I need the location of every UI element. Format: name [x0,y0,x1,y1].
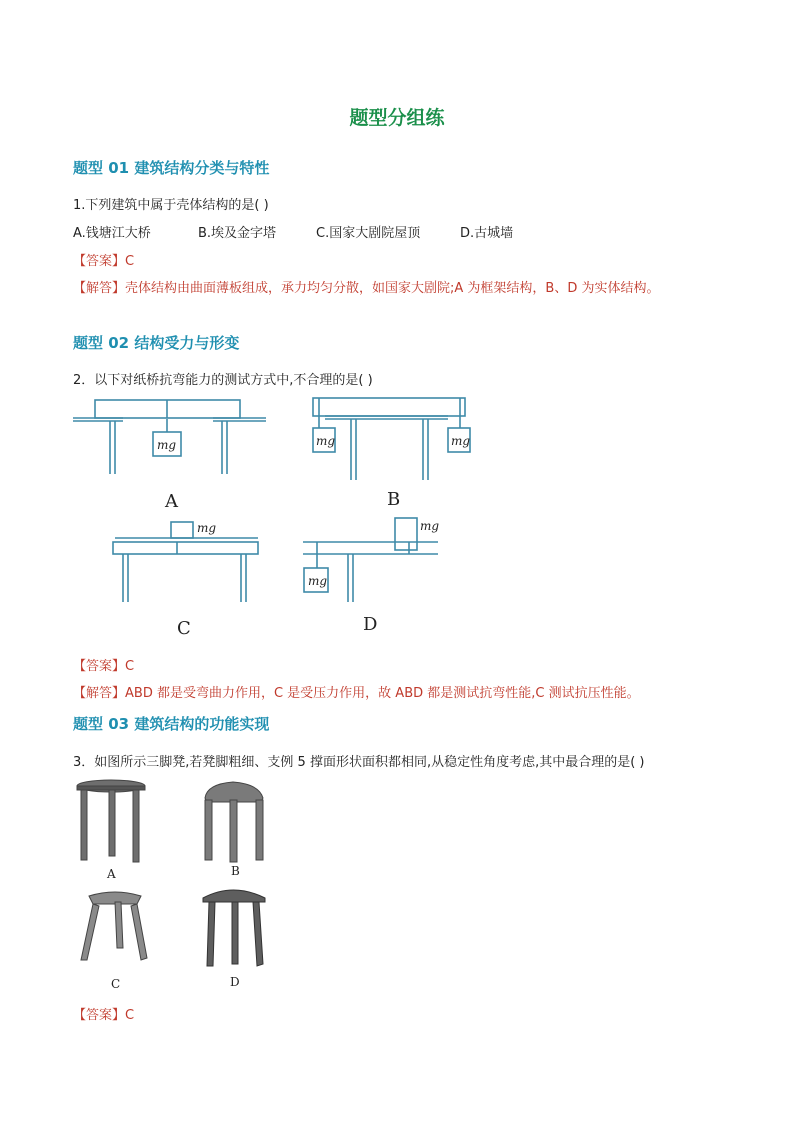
figure-c-weight-label: mg [197,521,217,535]
figure-d-setup [303,518,438,602]
figure-d-hanging-weight-label: mg [308,574,328,588]
stool-c-label: C [111,977,121,991]
figure-a-weight-label: mg [157,438,177,452]
answer-tag: 【答案】 [73,659,126,674]
figure-b-weight-label-right: mg [451,434,471,448]
question-1-option-d: D.古城墙 [460,226,514,241]
figure-d-weight-label: mg [420,519,440,533]
stool-c [81,892,147,960]
figure-d-label: D [363,614,378,635]
stool-b [205,782,263,862]
figure-b-setup [313,398,470,480]
question-1-option-b: B.埃及金字塔 [198,226,277,241]
figure-c-setup [113,522,258,602]
answer-tag: 【答案】 [73,1008,126,1023]
question-2-explanation [73,682,753,701]
figure-c-label: C [177,618,191,639]
question-2-stem: 2．以下对纸桥抗弯能力的测试方式中,不合理的是( ) [73,373,373,388]
question-1-explanation [73,277,753,296]
figure-b-label: B [387,489,401,510]
explain-text: ABD 都是受弯曲力作用，C 是受压力作用，故 ABD 都是测试抗弯性能,C 测试抗压性能。 [125,686,640,701]
figure-b-weight-label-left: mg [316,434,336,448]
explain-tag: 【解答】 [73,281,126,296]
explain-tag: 【解答】 [73,686,126,701]
question-1-answer [73,250,134,269]
question-2-answer [73,655,134,674]
page-title: 题型分组练 [349,107,445,129]
question-1-stem: 1.下列建筑中属于壳体结构的是( ) [73,198,269,213]
stool-a [77,780,145,862]
section-heading-2: 题型 02 结构受力与形变 [73,334,240,352]
stool-a-label: A [107,867,116,881]
answer-value: C [125,659,135,674]
section-heading-1: 题型 01 建筑结构分类与特性 [73,159,270,177]
answer-value: C [125,1008,135,1023]
answer-tag: 【答案】 [73,254,126,269]
figure-a-label: A [165,491,178,512]
explain-text: 壳体结构由曲面薄板组成，承力均匀分散，如国家大剧院;A 为框架结构，B、D 为实体结构。 [125,281,660,296]
answer-value: C [125,254,135,269]
stool-b-label: B [231,864,240,878]
question-1-option-c: C.国家大剧院屋顶 [316,226,421,241]
stool-d-label: D [230,975,240,989]
section-heading-3: 题型 03 建筑结构的功能实现 [73,715,270,733]
paper-bridge-figure [73,392,503,642]
stool-d [203,890,265,966]
stools-figure [75,778,285,998]
question-1-option-a: A.钱塘江大桥 [73,226,151,241]
figure-a-setup [73,400,266,474]
question-3-answer [73,1004,134,1023]
question-3-stem: 3．如图所示三脚凳,若凳脚粗细、支例 5 撑面形状面积都相同,从稳定性角度考虑,其中最合理的是( ) [73,755,645,770]
